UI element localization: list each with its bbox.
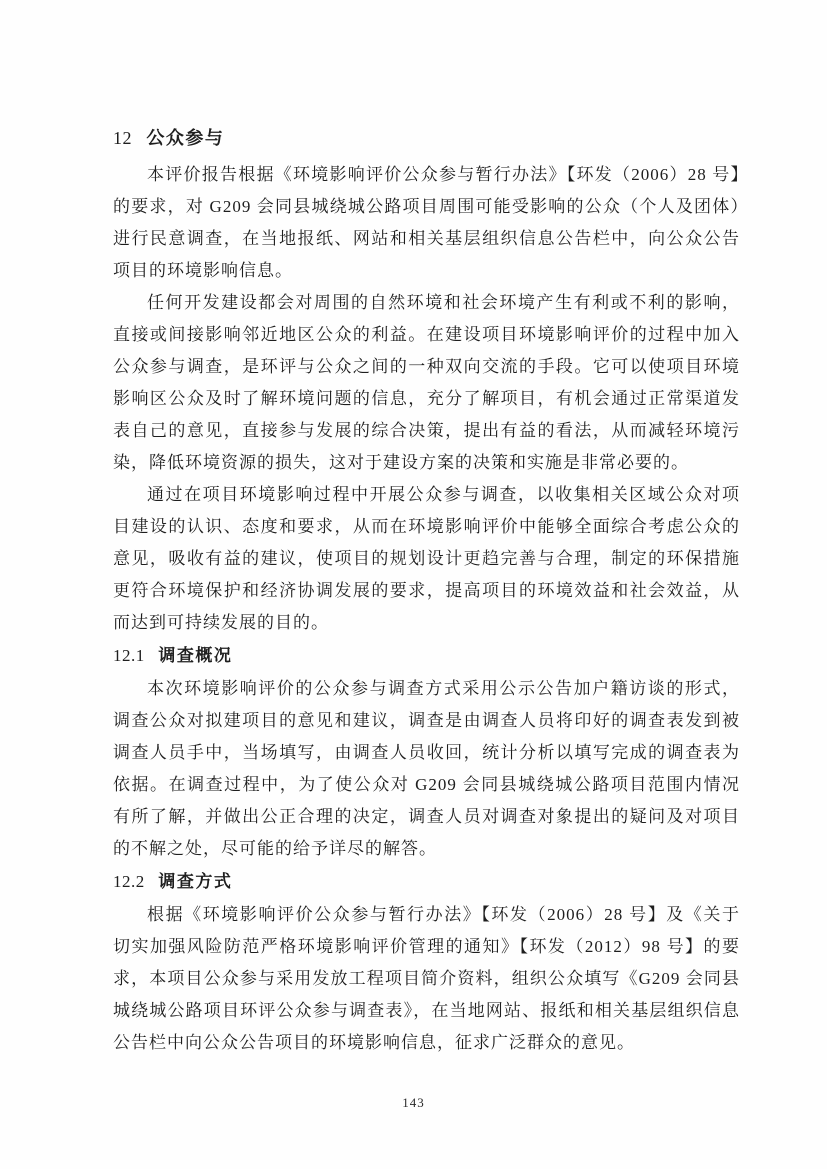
chapter-title: 公众参与 [146, 128, 225, 148]
section-heading-12-2 [113, 870, 740, 894]
section-title: 调查概况 [158, 646, 233, 665]
chapter-heading [113, 126, 740, 150]
paragraph-significance: 任何开发建设都会对周围的自然环境和社会环境产生有利或不利的影响，直接或间接影响邻近地区公众的利益。在建设项目环境影响评价的过程中加入公众参与调查，是环评与公众之间的一种双向交流的手段。它可以使项目环境影响区公众及时了解环境问题的信息，充分了解项目，有机会通过正常渠道发表自己的意见，直接参与发展的综合决策，提出有益的看法，从而减轻环境污染，降低环境资源的损失，这对于建设方案的决策和实施是非常必要的。 [113, 293, 740, 472]
section-heading-12-1 [113, 644, 740, 668]
paragraph-intro: 本评价报告根据《环境影响评价公众参与暂行办法》【环发（2006）28 号】的要求，对 G209 会同县城绕城公路项目周围可能受影响的公众（个人及团体）进行民意调查，在当地报纸、网站和相关基层组织信息公告栏中，向公众公告项目的环境影响信息。 [113, 165, 740, 280]
page-number: 143 [402, 1095, 425, 1110]
paragraph-survey-overview: 本次环境影响评价的公众参与调查方式采用公示公告加户籍访谈的形式，调查公众对拟建项目的意见和建议，调查是由调查人员将印好的调查表发到被调查人员手中，当场填写，由调查人员收回，统计分析以填写完成的调查表为依据。在调查过程中，为了使公众对 G209 会同县城绕城公路项目范围内情况有所了解，并做出公正合理的决定，调查人员对调查对象提出的疑问及对项目的不解之处，尽可能的给予详尽的解答。 [113, 679, 740, 858]
paragraph-survey-method: 根据《环境影响评价公众参与暂行办法》【环发（2006）28 号】及《关于切实加强风险防范严格环境影响评价管理的通知》【环发（2012）98 号】的要求，本项目公众参与采用发放工程项目简介资料，组织公众填写《G209 会同县城绕城公路项目环评公众参与调查表》，在当地网站、报纸和相关基层组织信息公告栏中向公众公告项目的环境影响信息，征求广泛群众的意见。 [113, 905, 740, 1052]
section-number: 12.1 [113, 646, 145, 665]
section-number: 12.2 [113, 872, 145, 891]
chapter-number: 12 [113, 128, 132, 148]
paragraph-purpose: 通过在项目环境影响过程中开展公众参与调查，以收集相关区域公众对项目建设的认识、态度和要求，从而在环境影响评价中能够全面综合考虑公众的意见，吸收有益的建议，使项目的规划设计更趋完善与合理，制定的环保措施更符合环境保护和经济协调发展的要求，提高项目的环境效益和社会效益，从而达到可持续发展的目的。 [113, 485, 740, 632]
section-title: 调查方式 [158, 872, 233, 891]
